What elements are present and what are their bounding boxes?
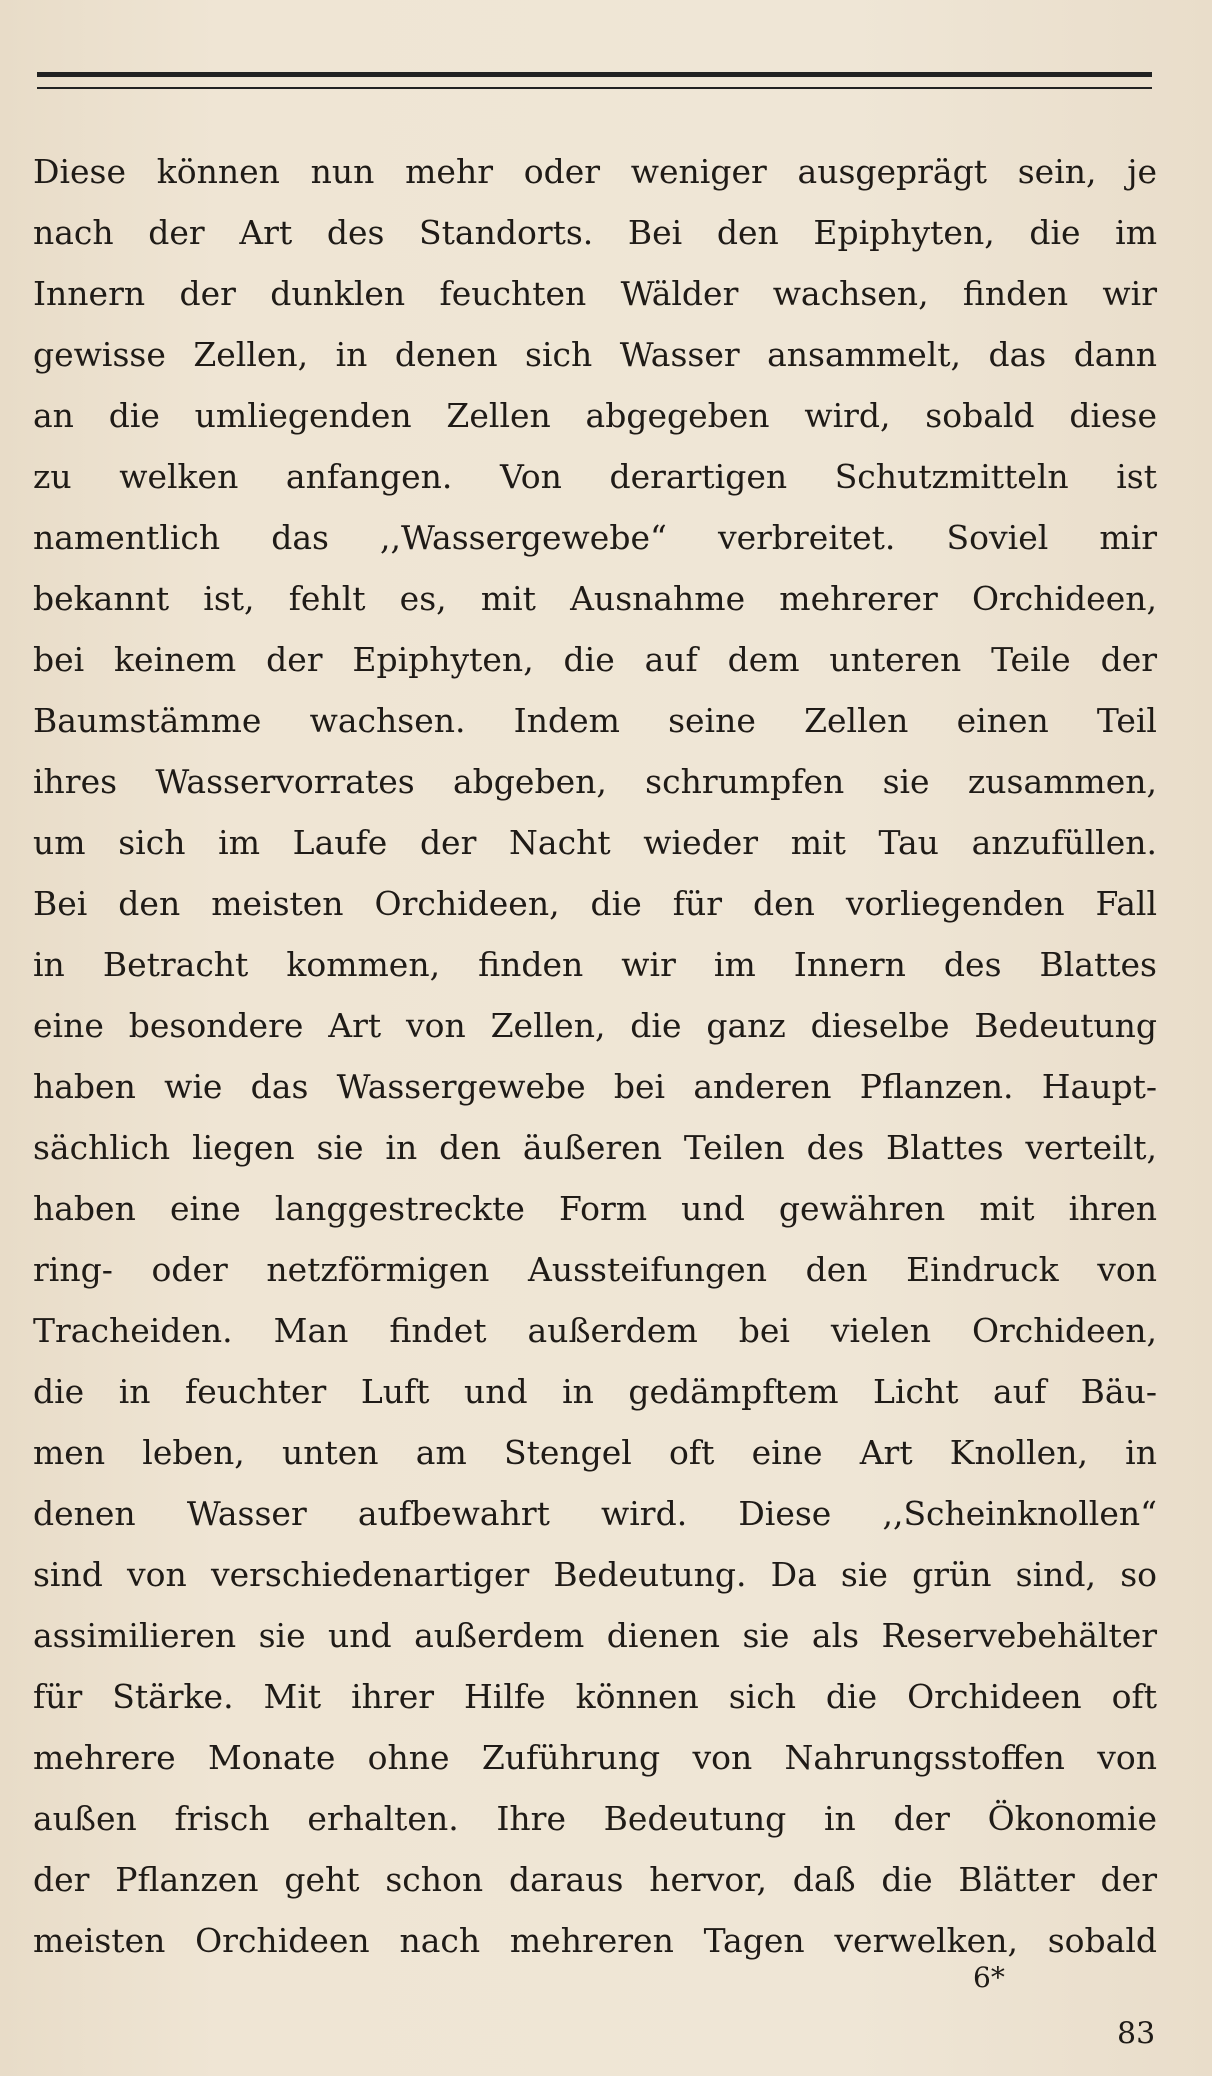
- text-line: um sich im Laufe der Nacht wieder mit Tau anzufüllen.: [33, 823, 1157, 862]
- text-line: gewisse Zellen, in denen sich Wasser ansammelt, das dann: [33, 335, 1157, 374]
- text-line: ring- oder netzförmigen Aussteifungen den Eindruck von: [33, 1250, 1157, 1289]
- text-line: namentlich das ,,Wassergewebe“ verbreitet. Soviel mir: [33, 518, 1157, 557]
- text-line: die in feuchter Luft und in gedämpftem Licht auf Bäu-: [33, 1372, 1157, 1411]
- text-line: Bei den meisten Orchideen, die für den vorliegenden Fall: [33, 884, 1157, 923]
- text-line: der Pflanzen geht schon daraus hervor, daß die Blätter der: [33, 1860, 1157, 1899]
- text-line: assimilieren sie und außerdem dienen sie als Reservebehälter: [33, 1616, 1157, 1655]
- text-line: ihres Wasservorrates abgeben, schrumpfen sie zusammen,: [33, 762, 1157, 801]
- text-line: zu welken anfangen. Von derartigen Schutzmitteln ist: [33, 457, 1157, 496]
- text-line: außen frisch erhalten. Ihre Bedeutung in der Ökonomie: [33, 1799, 1157, 1838]
- text-line: für Stärke. Mit ihrer Hilfe können sich die Orchideen oft: [33, 1677, 1157, 1716]
- text-line: Tracheiden. Man findet außerdem bei vielen Orchideen,: [33, 1311, 1157, 1350]
- text-line: bei keinem der Epiphyten, die auf dem unteren Teile der: [33, 640, 1157, 679]
- body-text: [33, 141, 1157, 1971]
- text-line: men leben, unten am Stengel oft eine Art Knollen, in: [33, 1433, 1157, 1472]
- text-line: sächlich liegen sie in den äußeren Teilen des Blattes verteilt,: [33, 1128, 1157, 1167]
- signature-mark: 6*: [973, 1961, 1005, 1994]
- text-line: Baumstämme wachsen. Indem seine Zellen einen Teil: [33, 701, 1157, 740]
- text-line: an die umliegenden Zellen abgegeben wird, sobald diese: [33, 396, 1157, 435]
- text-line: haben wie das Wassergewebe bei anderen Pflanzen. Haupt-: [33, 1067, 1157, 1106]
- text-line: bekannt ist, fehlt es, mit Ausnahme mehrerer Orchideen,: [33, 579, 1157, 618]
- text-line: Innern der dunklen feuchten Wälder wachsen, finden wir: [33, 274, 1157, 313]
- text-line: mehrere Monate ohne Zuführung von Nahrungsstoffen von: [33, 1738, 1157, 1777]
- text-line: in Betracht kommen, finden wir im Innern des Blattes: [33, 945, 1157, 984]
- text-line: eine besondere Art von Zellen, die ganz dieselbe Bedeutung: [33, 1006, 1157, 1045]
- text-line: meisten Orchideen nach mehreren Tagen verwelken, sobald: [33, 1921, 1157, 1960]
- text-line: nach der Art des Standorts. Bei den Epiphyten, die im: [33, 213, 1157, 252]
- header-rule-thin: [37, 87, 1152, 89]
- header-rule-thick: [37, 72, 1152, 77]
- text-line: denen Wasser aufbewahrt wird. Diese ,,Scheinknollen“: [33, 1494, 1157, 1533]
- page-number: 83: [1117, 2016, 1156, 2052]
- text-line: haben eine langgestreckte Form und gewähren mit ihren: [33, 1189, 1157, 1228]
- text-line: Diese können nun mehr oder weniger ausgeprägt sein, je: [33, 152, 1157, 191]
- text-line: sind von verschiedenartiger Bedeutung. Da sie grün sind, so: [33, 1555, 1157, 1594]
